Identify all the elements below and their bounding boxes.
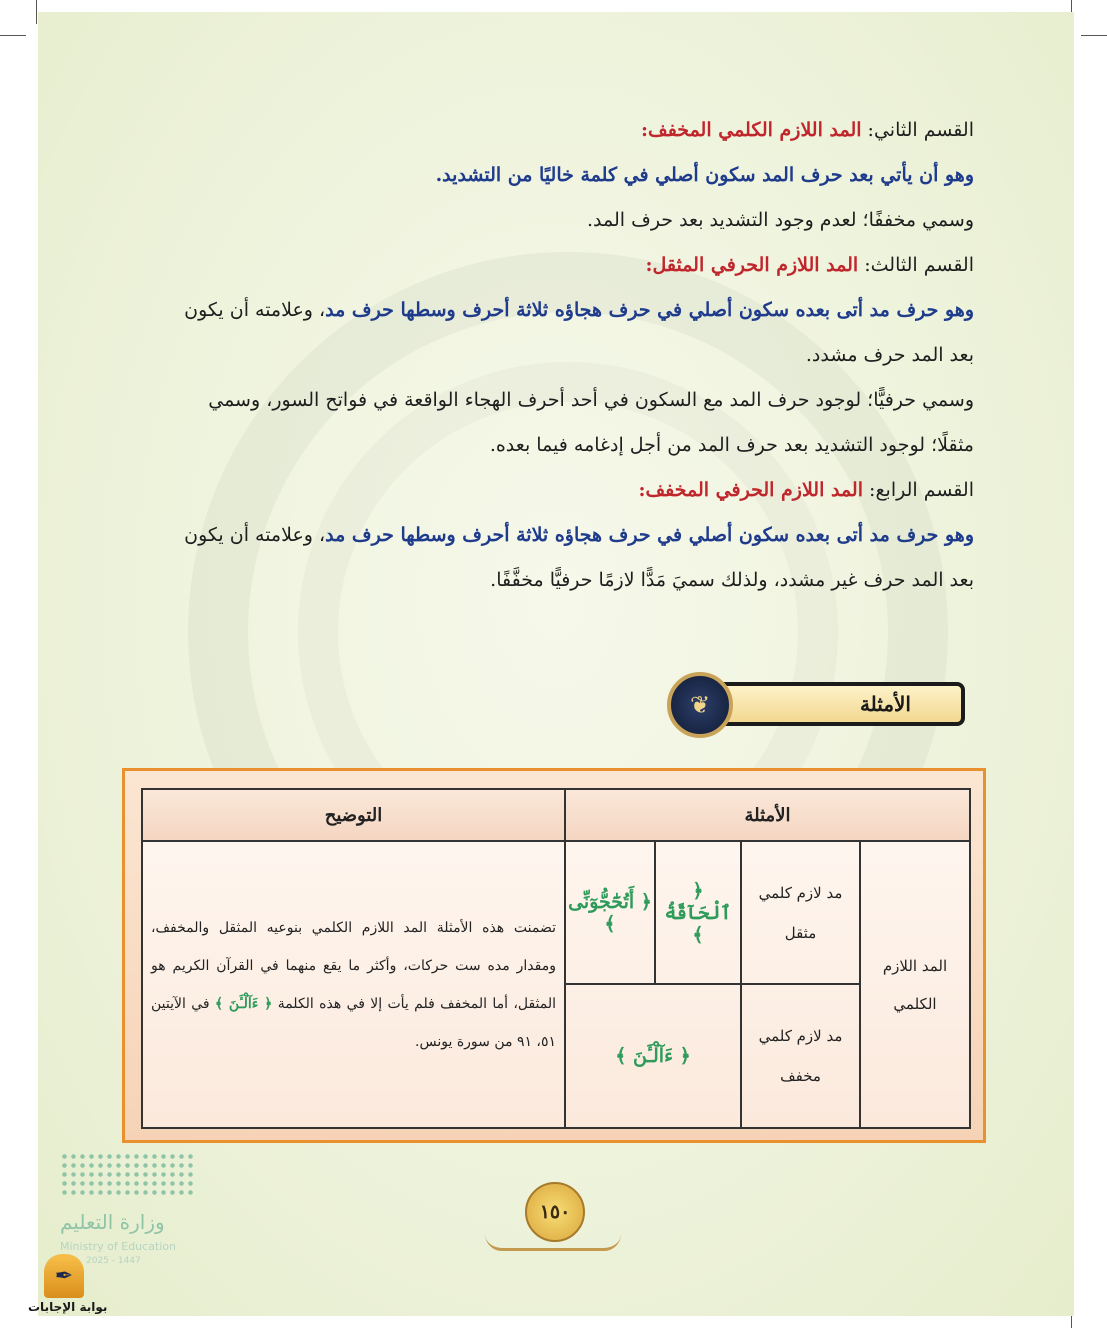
pen-nib-icon: ✒ <box>44 1254 84 1298</box>
examples-table <box>141 788 971 1129</box>
text-line <box>134 513 974 558</box>
example-atuhajjuni: ﴿ أَتُحَٰٓجُّوٓنِّى ﴾ <box>568 890 652 935</box>
ministry-logo <box>60 1152 210 1267</box>
banner-bar <box>697 682 965 726</box>
page-number: ١٥٠ <box>525 1182 585 1242</box>
site-label: بوابة الإجابات <box>28 1300 108 1314</box>
text-line <box>134 333 974 378</box>
text-segment: القسم الرابع: <box>863 479 974 501</box>
text-segment: وهو حرف مد أتى بعده سكون أصلي في حرف هجاؤه ثلاثة أحرف وسطها حرف مد <box>325 299 974 321</box>
ministry-name-ar: وزارة التعليم <box>60 1210 165 1234</box>
example-haaqqa: ﴿ ٱلْحَآقَّةُ ﴾ <box>654 842 740 983</box>
text-segment: القسم الثالث: <box>858 254 974 276</box>
ministry-dots-icon <box>60 1152 196 1198</box>
ministry-year: 2025 - 1447 <box>86 1256 141 1266</box>
text-line <box>134 108 974 153</box>
text-line <box>134 468 974 513</box>
text-segment: القسم الثاني: <box>861 119 974 141</box>
heavy-examples-cell <box>565 841 741 984</box>
header-examples: الأمثلة <box>565 789 970 841</box>
text-segment: ، وعلامته أن يكون <box>184 299 326 321</box>
example-aalaan: ﴿ ءَآلْـَٔنَ ﴾ <box>565 984 741 1128</box>
text-segment: المد اللازم الحرفي المثقل: <box>645 254 859 276</box>
page-number-ornament <box>480 1182 630 1262</box>
text-segment: بعد المد حرف مشدد. <box>805 344 974 366</box>
text-line <box>134 558 974 603</box>
header-explanation: التوضيح <box>142 789 565 841</box>
text-line <box>134 153 974 198</box>
examples-banner <box>667 672 972 742</box>
text-segment: مثقلًا؛ لوجود التشديد بعد حرف المد من أجل إدغامه فيما بعده. <box>489 434 974 456</box>
text-segment: بعد المد حرف غير مشدد، ولذلك سميَ مَدًّا لازمًا حرفيًّا مخفَّفًا. <box>490 569 974 591</box>
scroll-ornament-icon <box>485 1234 621 1251</box>
category-cell: المد اللازم الكلمي <box>860 841 970 1128</box>
banner-title: الأمثلة <box>859 692 911 716</box>
text-segment: المد اللازم الكلمي المخفف: <box>641 119 862 141</box>
text-line <box>134 243 974 288</box>
text-line <box>134 378 974 423</box>
ministry-name-en: Ministry of Education <box>60 1240 177 1253</box>
explanation-cell <box>142 841 565 1128</box>
lesson-text <box>134 108 974 603</box>
explanation-text-1: تضمنت هذه الأمثلة المد اللازم الكلمي بنوعيه المثقل والمخفف، ومقدار مده ست حركات، وأكثر ما يقع منهما في القرآن الكريم هو المثقل، أما المخفف فلم يأت إلا في هذه الكلمة <box>151 919 557 1012</box>
grape-vine-icon: ❦ <box>667 672 733 738</box>
text-segment: وهو أن يأتي بعد حرف المد سكون أصلي في كلمة خاليًا من التشديد. <box>435 164 974 186</box>
site-logo[interactable] <box>28 1254 108 1324</box>
text-line <box>134 198 974 243</box>
text-segment: وسمي حرفيًّا؛ لوجود حرف المد مع السكون في أحد أحرف الهجاء الواقعة في فواتح السور، وسمي <box>208 389 974 411</box>
text-line <box>134 288 974 333</box>
text-segment: المد اللازم الحرفي المخفف: <box>638 479 863 501</box>
explanation-quote: ﴿ ءَآلْـَٔنَ ﴾ <box>214 995 273 1012</box>
text-segment: ، وعلامته أن يكون <box>184 524 326 546</box>
text-segment: وسمي مخففًا؛ لعدم وجود التشديد بعد حرف المد. <box>587 209 974 231</box>
explanation-text-2: في الآيتين ٥١، ٩١ من سورة يونس. <box>151 995 556 1050</box>
sub-heavy-cell: مد لازم كلمي مثقل <box>741 841 860 984</box>
sub-light-cell: مد لازم كلمي مخفف <box>741 984 860 1128</box>
text-segment: وهو حرف مد أتى بعده سكون أصلي في حرف هجاؤه ثلاثة أحرف وسطها حرف مد <box>325 524 974 546</box>
text-line <box>134 423 974 468</box>
examples-table-frame <box>122 768 986 1143</box>
